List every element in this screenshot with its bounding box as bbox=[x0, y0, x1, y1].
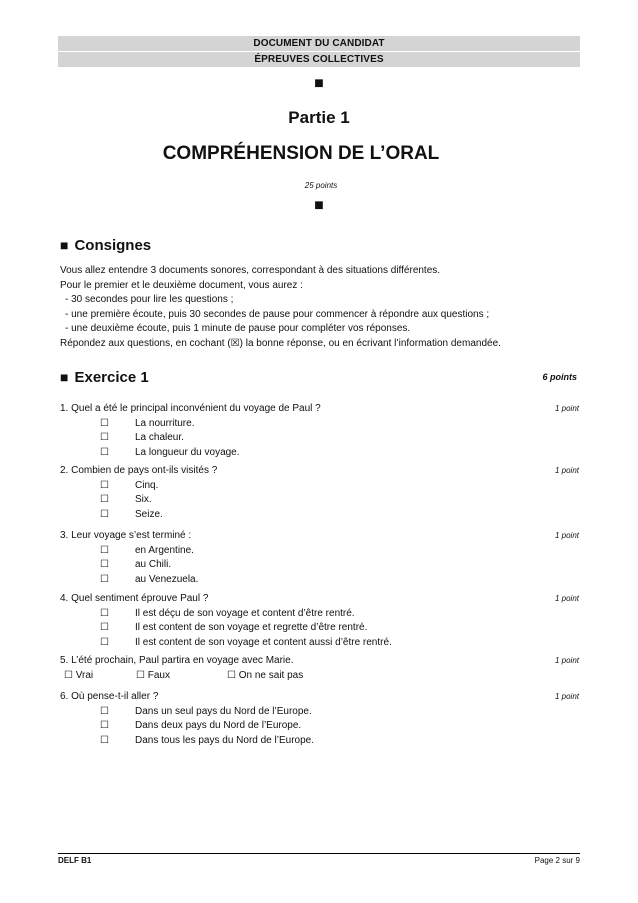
consignes-bullet: - 30 secondes pour lire les questions ; bbox=[65, 294, 234, 305]
answer-option[interactable] bbox=[60, 636, 580, 651]
answer-option[interactable] bbox=[60, 573, 580, 588]
exercise-heading bbox=[60, 368, 149, 387]
square-bullet-icon: ■ bbox=[60, 237, 69, 253]
consignes-line: Répondez aux questions, en cochant (☒) la bonne réponse, ou en écrivant l’information demandée. bbox=[60, 337, 501, 349]
consignes-text bbox=[60, 264, 590, 351]
consignes-line: Vous allez entendre 3 documents sonores, correspondant à des situations différentes. bbox=[60, 265, 441, 276]
square-bullet-icon: ■ bbox=[60, 369, 69, 385]
checkbox-icon[interactable]: ☐ bbox=[100, 494, 109, 505]
question-points: 1 point bbox=[554, 466, 579, 475]
checkbox-icon[interactable]: ☐ bbox=[100, 622, 109, 633]
question-text: 3. Leur voyage s’est terminé : bbox=[60, 530, 192, 541]
consignes-line: Pour le premier et le deuxième document, vous aurez : bbox=[60, 279, 303, 291]
part-points: 25 points bbox=[304, 181, 338, 190]
question-text: 1. Quel a été le principal inconvénient du voyage de Paul ? bbox=[60, 403, 321, 414]
consignes-bullet: - une deuxième écoute, puis 1 minute de pause pour compléter vos réponses. bbox=[65, 323, 411, 334]
question-text: 2. Combien de pays ont-ils visités ? bbox=[60, 465, 218, 476]
header-document-candidat: DOCUMENT DU CANDIDAT bbox=[58, 36, 580, 51]
answer-option[interactable] bbox=[60, 558, 580, 573]
consignes-heading-label: Consignes bbox=[74, 237, 152, 254]
section-title: COMPRÉHENSION DE L’ORAL bbox=[162, 143, 440, 164]
exercise-heading-label: Exercice 1 bbox=[74, 369, 149, 386]
footer-page-number: Page 2 sur 9 bbox=[534, 856, 580, 865]
question-text: 4. Quel sentiment éprouve Paul ? bbox=[60, 593, 209, 604]
checkbox-icon[interactable]: ☐ bbox=[100, 432, 109, 443]
answer-option[interactable] bbox=[60, 446, 580, 461]
checkbox-icon[interactable]: ☐ bbox=[100, 705, 109, 717]
answer-option[interactable] bbox=[60, 734, 580, 749]
answer-option[interactable] bbox=[60, 544, 580, 559]
option-label: La longueur du voyage. bbox=[135, 446, 240, 458]
question-points: 1 point bbox=[554, 404, 579, 413]
consignes-bullet: - une première écoute, puis 30 secondes de pause pour commencer à répondre aux questions ; bbox=[65, 308, 490, 320]
option-vrai[interactable]: ☐ Vrai bbox=[64, 669, 94, 681]
part-title: Partie 1 bbox=[288, 108, 350, 127]
answer-option[interactable] bbox=[60, 607, 580, 622]
option-on-ne-sait-pas[interactable]: ☐ On ne sait pas bbox=[227, 669, 304, 681]
question-3 bbox=[60, 529, 580, 587]
option-label: Il est content de son voyage et regrette d’être rentré. bbox=[135, 622, 368, 633]
checkbox-icon[interactable]: ☐ bbox=[100, 559, 109, 570]
option-label: Il est content de son voyage et content aussi d’être rentré. bbox=[135, 636, 392, 648]
answer-option[interactable] bbox=[60, 479, 580, 494]
square-divider-top-icon: ■ bbox=[314, 75, 324, 92]
answer-option[interactable] bbox=[60, 508, 580, 523]
option-label: La nourriture. bbox=[135, 417, 195, 429]
option-label: au Chili. bbox=[135, 559, 172, 570]
checkbox-icon[interactable]: ☐ bbox=[100, 544, 109, 556]
header-epreuves-collectives: ÉPREUVES COLLECTIVES bbox=[58, 52, 580, 67]
question-4 bbox=[60, 592, 580, 650]
checkbox-icon[interactable]: ☐ bbox=[100, 607, 109, 619]
answer-option[interactable] bbox=[60, 719, 580, 734]
consignes-heading bbox=[60, 236, 151, 255]
exercise-points: 6 points bbox=[542, 372, 577, 382]
option-label: La chaleur. bbox=[135, 432, 184, 443]
question-points: 1 point bbox=[554, 656, 579, 665]
option-label: Seize. bbox=[135, 508, 163, 520]
option-faux[interactable]: ☐ Faux bbox=[136, 669, 170, 681]
option-label: Cinq. bbox=[135, 479, 159, 491]
question-2 bbox=[60, 464, 580, 522]
option-label: Dans un seul pays du Nord de l’Europe. bbox=[135, 705, 312, 717]
checkbox-icon[interactable]: ☐ bbox=[100, 720, 109, 731]
question-points: 1 point bbox=[554, 692, 579, 701]
answer-option[interactable] bbox=[60, 621, 580, 636]
option-label: Dans deux pays du Nord de l’Europe. bbox=[135, 720, 302, 731]
question-1 bbox=[60, 402, 580, 460]
footer-level: DELF B1 bbox=[58, 856, 92, 865]
checkbox-icon[interactable]: ☐ bbox=[100, 734, 109, 746]
checkbox-icon[interactable]: ☐ bbox=[100, 636, 109, 648]
true-false-options bbox=[60, 669, 580, 684]
option-label: au Venezuela. bbox=[135, 573, 199, 585]
option-label: en Argentine. bbox=[135, 544, 194, 556]
question-text: 6. Où pense-t-il aller ? bbox=[60, 691, 159, 702]
question-points: 1 point bbox=[554, 594, 579, 603]
question-5 bbox=[60, 654, 580, 683]
footer-divider bbox=[58, 853, 580, 854]
option-label: Dans tous les pays du Nord de l’Europe. bbox=[135, 734, 314, 746]
square-divider-bottom-icon: ■ bbox=[314, 197, 324, 214]
question-6 bbox=[60, 690, 580, 748]
answer-option[interactable] bbox=[60, 417, 580, 432]
option-label: Il est déçu de son voyage et content d’être rentré. bbox=[135, 607, 355, 619]
option-label: Six. bbox=[135, 494, 152, 505]
question-text: 5. L’été prochain, Paul partira en voyage avec Marie. bbox=[60, 655, 294, 666]
question-points: 1 point bbox=[554, 531, 579, 540]
checkbox-icon[interactable]: ☐ bbox=[100, 479, 109, 491]
answer-option[interactable] bbox=[60, 705, 580, 720]
checkbox-icon[interactable]: ☐ bbox=[100, 508, 109, 520]
checkbox-icon[interactable]: ☐ bbox=[100, 573, 109, 585]
checkbox-icon[interactable]: ☐ bbox=[100, 446, 109, 458]
answer-option[interactable] bbox=[60, 493, 580, 508]
checkbox-icon[interactable]: ☐ bbox=[100, 417, 109, 429]
answer-option[interactable] bbox=[60, 431, 580, 446]
